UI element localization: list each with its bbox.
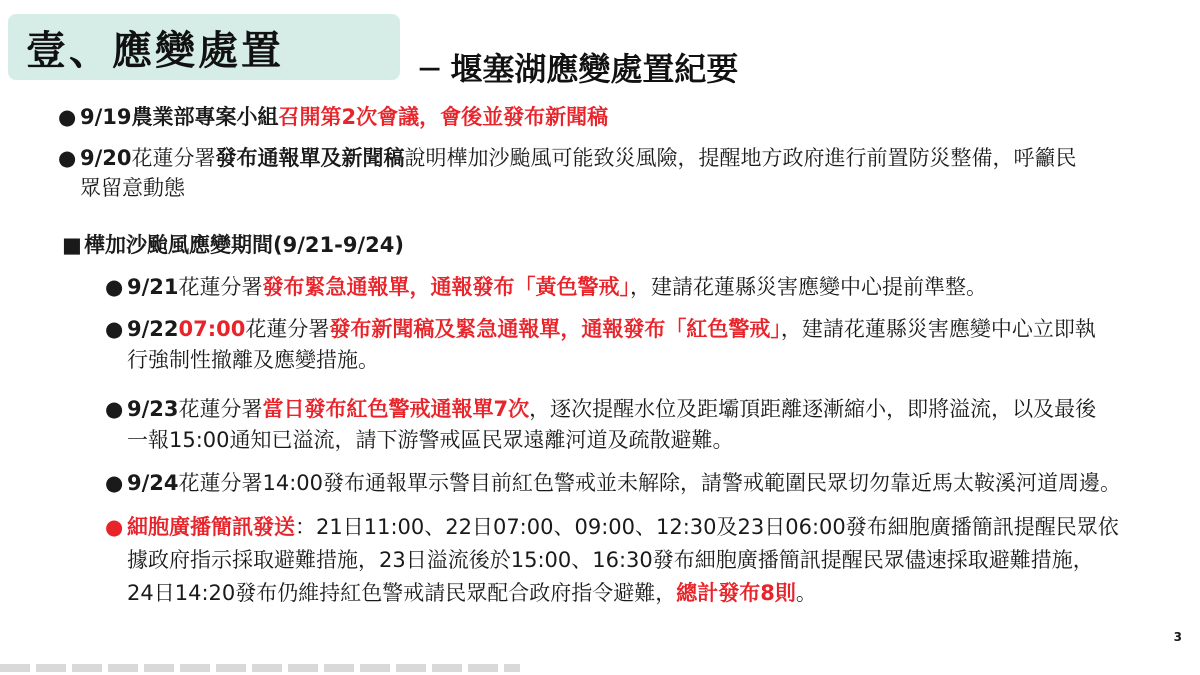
item-highlight: 當日發布紅色警戒通報單7次 xyxy=(262,397,530,421)
item-agency: 花蓮分署 xyxy=(178,397,263,421)
item-text: 農業部專案小組 xyxy=(131,105,279,129)
item-date: 9/20 xyxy=(80,146,132,170)
item-highlight: 發布新聞稿及緊急通報單，通報發布「紅色警戒」 xyxy=(329,317,781,341)
page-subtitle: ─ 堰塞湖應變處置紀要 xyxy=(420,50,739,88)
list-item-0923-continuation: 一報15:00通知已溢流，請下游警戒區民眾遠離河道及疏散避難。 xyxy=(127,428,734,452)
item-highlight: 召開第2次會議，會後並發布新聞稿 xyxy=(278,105,609,129)
bullet-dot-icon: ● xyxy=(105,317,124,341)
bottom-divider xyxy=(0,664,520,672)
item-time: 07:00 xyxy=(178,317,246,341)
bullet-dot-icon: ● xyxy=(58,146,77,170)
bullet-dot-icon: ● xyxy=(105,471,124,495)
list-item-cell-broadcast xyxy=(105,511,1119,543)
bullet-red-dot-icon: ● xyxy=(105,515,124,539)
item-date: 9/19 xyxy=(80,105,132,129)
bullet-dot-icon: ● xyxy=(58,105,77,129)
item-date: 9/24 xyxy=(127,471,179,495)
list-item-0924 xyxy=(105,467,1121,499)
section-title: 壹、應變處置 xyxy=(26,27,284,74)
list-item-0922-continuation: 行強制性撤離及應變措施。 xyxy=(127,348,379,372)
item-end: 。 xyxy=(795,581,817,605)
item-text: ：21日11:00、22日07:00、09:00、12:30及23日06:00發布細胞廣播簡訊提醒民眾依 xyxy=(295,515,1119,539)
list-item-cell-broadcast-continuation-1: 據政府指示採取避難措施，23日溢流後於15:00、16:30發布細胞廣播簡訊提醒民眾儘速採取避難措施， xyxy=(127,548,1094,572)
item-text: 花蓮分署14:00發布通報單示警目前紅色警戒並未解除，請警戒範圍民眾切勿靠近馬太鞍溪河道周邊。 xyxy=(178,471,1122,495)
item-agency: 花蓮分署 xyxy=(131,146,216,170)
period-heading xyxy=(62,229,404,261)
page-number: 3 xyxy=(1173,630,1182,644)
item-text: ，逐次提醒水位及距壩頂距離逐漸縮小，即將溢流，以及最後 xyxy=(529,397,1097,421)
list-item-0920-continuation: 眾留意動態 xyxy=(80,176,185,200)
item-highlight: 細胞廣播簡訊發送 xyxy=(127,515,295,539)
item-highlight: 發布緊急通報單，通報發布「黃色警戒」 xyxy=(262,275,631,299)
item-text: 說明樺加沙颱風可能致災風險，提醒地方政府進行前置防災整備，呼籲民 xyxy=(404,146,1077,170)
bullet-square-icon: ■ xyxy=(62,233,82,257)
item-date: 9/23 xyxy=(127,397,179,421)
item-agency: 花蓮分署 xyxy=(245,317,330,341)
period-heading-text: 樺加沙颱風應變期間(9/21-9/24) xyxy=(84,233,404,257)
bullet-dot-icon: ● xyxy=(105,275,124,299)
item-date: 9/21 xyxy=(127,275,179,299)
item-text: ，建請花蓮縣災害應變中心立即執 xyxy=(780,317,1096,341)
item-bold-action: 發布通報單及新聞稿 xyxy=(215,146,405,170)
item-total: 總計發布8則 xyxy=(676,581,796,605)
item-date: 9/22 xyxy=(127,317,179,341)
item-agency: 花蓮分署 xyxy=(178,275,263,299)
list-item-cell-broadcast-continuation-2 xyxy=(127,577,817,609)
item-text: 24日14:20發布仍維持紅色警戒請民眾配合政府指令避難， xyxy=(127,581,677,605)
list-item-0923 xyxy=(105,393,1096,425)
list-item-0922 xyxy=(105,313,1096,345)
list-item-0921 xyxy=(105,271,987,303)
section-title-box xyxy=(8,14,400,80)
item-text: ，建請花蓮縣災害應變中心提前準整。 xyxy=(630,275,988,299)
list-item-0920 xyxy=(58,142,1077,174)
bullet-dot-icon: ● xyxy=(105,397,124,421)
list-item-0919 xyxy=(58,101,608,133)
